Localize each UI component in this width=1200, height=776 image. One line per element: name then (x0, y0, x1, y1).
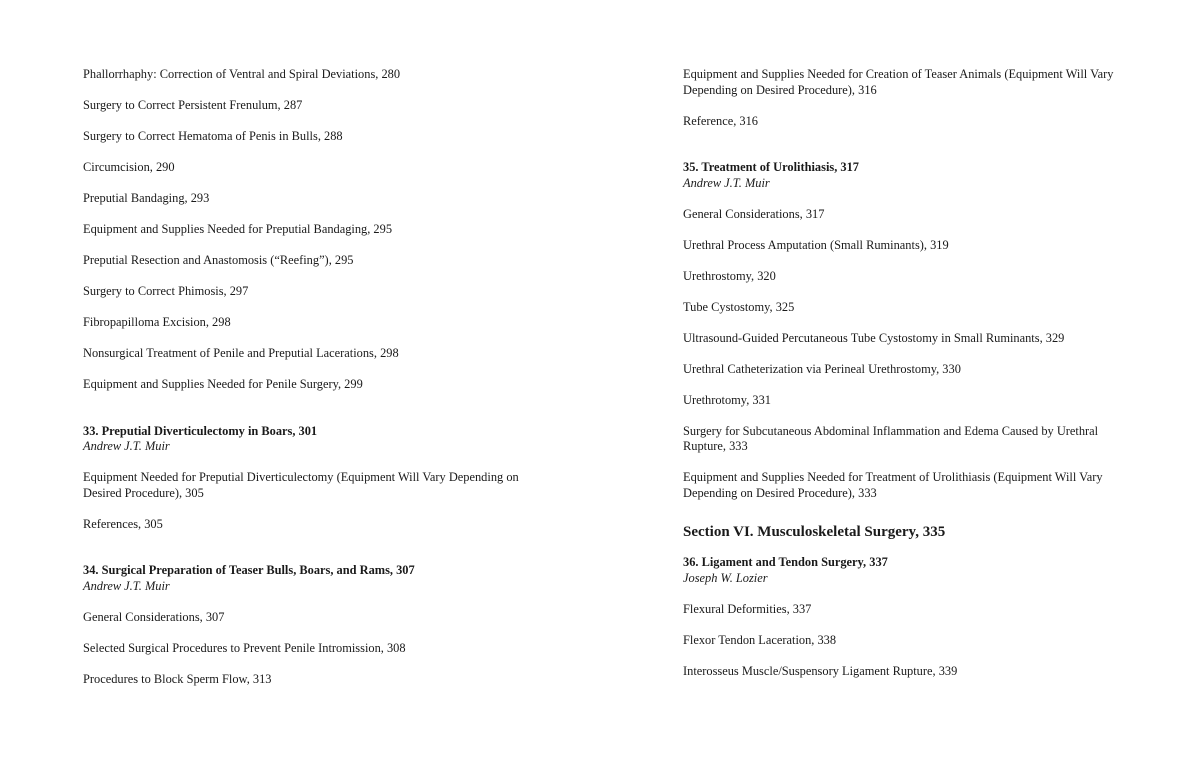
toc-entry: Selected Surgical Procedures to Prevent Penile Intromission, 308 (83, 640, 406, 655)
toc-entry: General Considerations, 307 (83, 609, 225, 624)
left-column (83, 67, 553, 703)
toc-entry: Surgery to Correct Hematoma of Penis in Bulls, 288 (83, 129, 343, 143)
toc-entry: Flexural Deformities, 337 (683, 601, 812, 616)
toc-entry: Equipment and Supplies Needed for Creation of Teaser Animals (Equipment Will Vary Depending on Desired Procedure), 316 (683, 67, 1114, 97)
toc-entry: Preputial Resection and Anastomosis (“Reefing”), 295 (83, 253, 354, 267)
toc-entry: References, 305 (83, 516, 163, 531)
toc-entry: Tube Cystostomy, 325 (683, 299, 795, 314)
toc-entry: Urethrotomy, 331 (683, 392, 771, 407)
toc-entry: Surgery to Correct Persistent Frenulum, 287 (83, 98, 303, 112)
chapter-author: Andrew J.T. Muir (83, 578, 170, 593)
chapter-35 (683, 160, 1123, 501)
chapter-author: Andrew J.T. Muir (683, 175, 770, 190)
toc-entry: Urethral Catheterization via Perineal Urethrostomy, 330 (683, 361, 961, 376)
toc-entry: Equipment and Supplies Needed for Preputial Bandaging, 295 (83, 222, 393, 236)
toc-entry: Surgery for Subcutaneous Abdominal Inflammation and Edema Caused by Urethral Rupture, 333 (683, 423, 1099, 453)
toc-entry: Equipment and Supplies Needed for Treatment of Urolithiasis (Equipment Will Vary Depending on Desired Procedure), 333 (683, 470, 1103, 500)
toc-entry: General Considerations, 317 (683, 206, 825, 221)
chapter-author: Joseph W. Lozier (683, 570, 768, 585)
toc-entry: Circumcision, 290 (83, 160, 175, 174)
toc-entry: Phallorrhaphy: Correction of Ventral and Spiral Deviations, 280 (83, 67, 401, 81)
toc-entry: Flexor Tendon Laceration, 338 (683, 632, 837, 647)
toc-entry: Reference, 316 (683, 113, 758, 128)
toc-entry: Ultrasound-Guided Percutaneous Tube Cystostomy in Small Ruminants, 329 (683, 330, 1065, 345)
chapter-title: 35. Treatment of Urolithiasis, 317 (683, 160, 859, 174)
toc-entry: Equipment and Supplies Needed for Penile Surgery, 299 (83, 377, 363, 391)
toc-entry: Interosseus Muscle/Suspensory Ligament Rupture, 339 (683, 663, 958, 678)
toc-entry: Preputial Bandaging, 293 (83, 191, 210, 205)
chapter-title: 33. Preputial Diverticulectomy in Boars, 301 (83, 423, 318, 438)
toc-entry: Surgery to Correct Phimosis, 297 (83, 284, 249, 298)
toc-entry: Fibropapilloma Excision, 298 (83, 315, 231, 329)
chapter-title: 36. Ligament and Tendon Surgery, 337 (683, 555, 888, 569)
toc-entry: Urethrostomy, 320 (683, 268, 776, 283)
chapter-title: 34. Surgical Preparation of Teaser Bulls, Boars, and Rams, 307 (83, 563, 415, 577)
chapter-36 (683, 555, 1123, 679)
chapter-33 (83, 424, 553, 533)
toc-entry: Equipment Needed for Preputial Diverticulectomy (Equipment Will Vary Depending on Desired Procedure), 305 (83, 470, 519, 500)
toc-entry: Urethral Process Amputation (Small Ruminants), 319 (683, 237, 949, 252)
toc-entry: Procedures to Block Sperm Flow, 313 (83, 671, 272, 686)
right-column (683, 67, 1123, 695)
chapter-author: Andrew J.T. Muir (83, 439, 170, 453)
chapter-34 (83, 563, 553, 687)
toc-entry: Nonsurgical Treatment of Penile and Preputial Lacerations, 298 (83, 346, 399, 360)
section-heading: Section VI. Musculoskeletal Surgery, 335 (683, 524, 946, 540)
